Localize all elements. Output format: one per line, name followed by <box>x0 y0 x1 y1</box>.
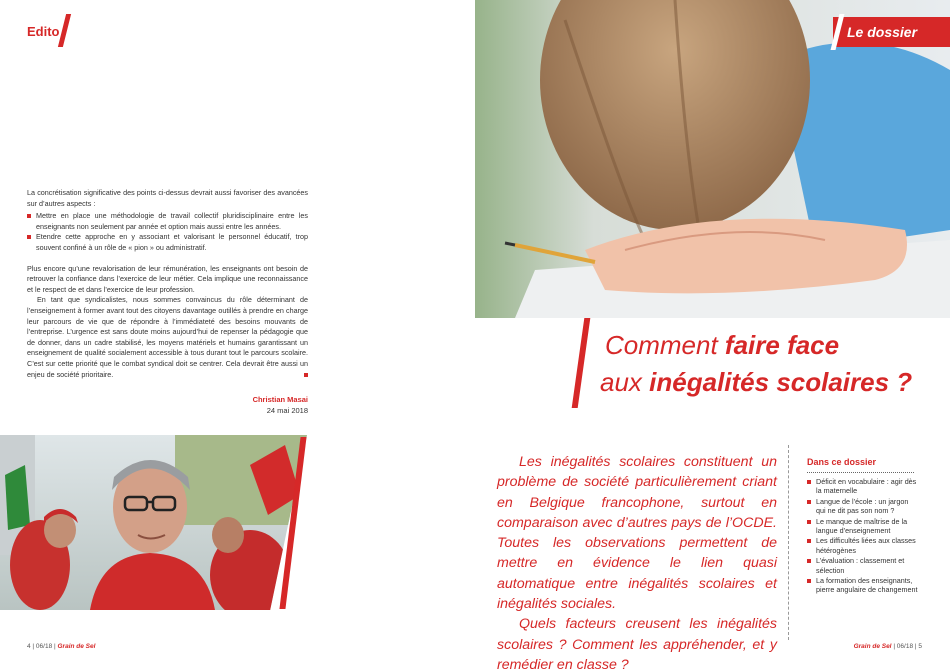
page-number: 4 | 06/18 | <box>27 643 56 650</box>
dossier-contents <box>788 445 929 640</box>
signature-name: Christian Masai <box>252 395 308 404</box>
dossier-banner: Le dossier <box>833 17 950 47</box>
headline-line-2: aux inégalités scolaires ? <box>600 367 913 397</box>
section-label: Edito <box>27 24 60 39</box>
contents-item: Langue de l’école : un jargon qui ne dit pas son nom ? <box>807 497 919 516</box>
contents-title: Dans ce dossier <box>807 457 877 467</box>
footer-left <box>27 643 95 650</box>
photo-child-sleeping <box>475 0 950 318</box>
right-page <box>475 0 950 671</box>
intro-paragraph: Les inégalités scolaires constituent un problème de société particulièrement criant en Belgique francophone, surtout en comparaison avec d’autres pays de l’OCDE. Toutes les observations permettent de mettre en évidence le lien quasi automatique entre inégalités scolaires et inégalités sociales. <box>497 454 777 613</box>
dossier-intro <box>497 452 777 671</box>
headline-line-1: Comment faire face <box>605 330 840 360</box>
footer-right <box>854 643 922 650</box>
signature-date: 24 mai 2018 <box>266 406 308 415</box>
contents-item: L’évaluation : classement et sélection <box>807 556 919 575</box>
intro-paragraph: La concrétisation significative des points ci-dessus devrait aussi favoriser des avancées sur d’autres aspects : <box>27 188 308 208</box>
contents-item: Le manque de maîtrise de la langue d’enseignement <box>807 517 919 536</box>
magazine-name: Grain de Sel <box>853 643 892 650</box>
magazine-name: Grain de Sel <box>57 643 96 650</box>
bullet-item: Mettre en place une méthodologie de travail collectif pluridisciplinaire entre les enseignants non seulement par année et option mais aussi entre les années. <box>27 211 308 232</box>
contents-list <box>807 477 919 596</box>
paragraph: En tant que syndicalistes, nous sommes convaincus du rôle déterminant de l’enseignement à former avant tout des citoyens davantage outillés à prendre en charge leur parcours de vie que de répondre à l’immédiateté des besoins mouvants de l’entreprise. L’urgence est sans doute moins aujourd’hui de repenser la pédagogie que de donner, dans un cadre stabilisé, les moyens matériels et humains garantissant un enseignement de qualité socialement accessible à tous durant tout le parcours scolaire. C’est sur cette priorité que le combat syndical doit se centrer. Cela devrait être aussi un enjeu de société prioritaire. <box>27 295 308 379</box>
page-number: | 06/18 | 5 <box>893 643 922 650</box>
photo-man-demonstration <box>0 435 307 610</box>
bullet-list <box>27 211 308 253</box>
contents-item: Les difficultés liées aux classes hétérogènes <box>807 536 919 555</box>
contents-item: Déficit en vocabulaire : agir dès la maternelle <box>807 477 919 496</box>
paragraph: Plus encore qu’une revalorisation de leur rémunération, les enseignants ont besoin de retrouver la confiance dans l’exercice de leur métier. Cela implique une reconnaissance et le respect de et dans l’exercice de leur profession. <box>27 263 308 294</box>
contents-divider <box>807 472 914 473</box>
intro-paragraph: Quels facteurs creusent les inégalités scolaires ? Comment les appréhender, et y remédier en classe ? <box>497 616 777 671</box>
article-body <box>27 188 308 380</box>
end-mark-icon <box>304 373 308 377</box>
bullet-item: Etendre cette approche en y associant et valorisant le personnel éducatif, trop souvent confiné à un rôle de « pion » ou administratif. <box>27 232 308 253</box>
contents-item: La formation des enseignants, pierre angulaire de changement <box>807 576 919 595</box>
